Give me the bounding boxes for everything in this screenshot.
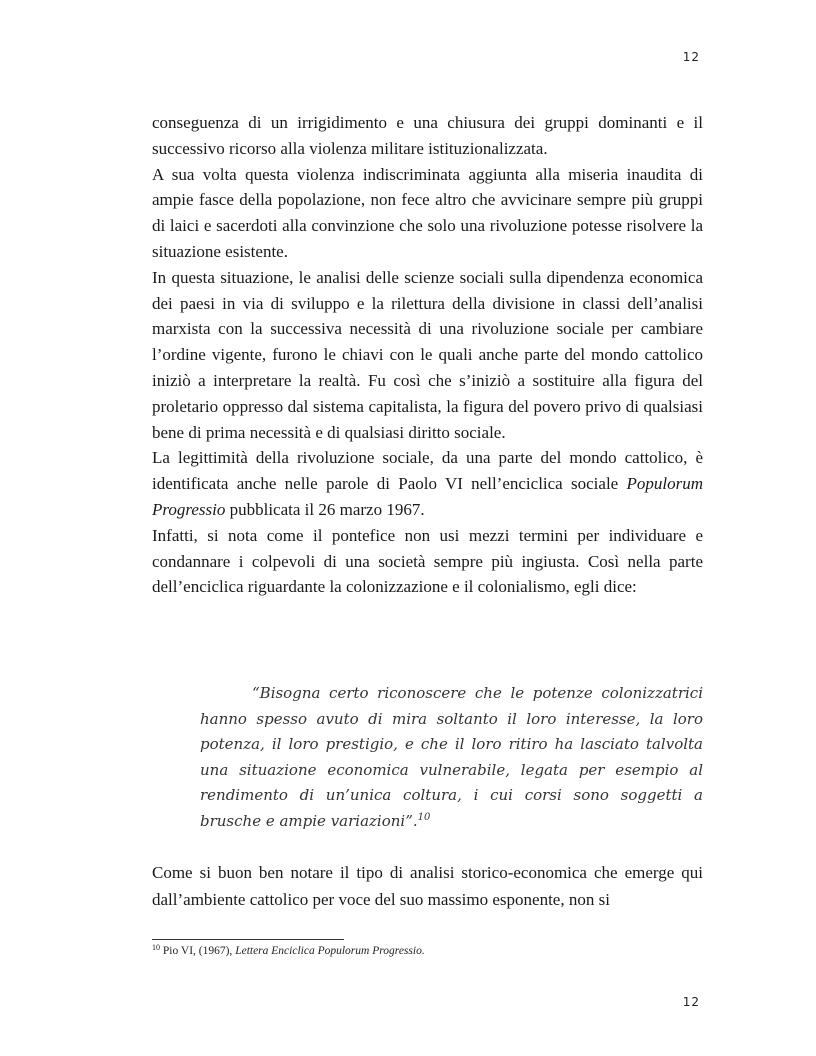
body-text	[152, 110, 703, 600]
footnote-ref: 10	[417, 811, 431, 823]
paragraph-4-start: La legittimità della rivoluzione sociale, da una parte del mondo cattolico, è identificata anche nelle parole di Paolo VI nell’enciclica sociale	[152, 448, 703, 494]
continuation-text	[152, 859, 703, 913]
paragraph-4-end: pubblicata il 26 marzo 1967.	[225, 499, 425, 519]
paragraph-5: Infatti, si nota come il pontefice non usi mezzi termini per individuare e condannare i colpevoli di una società sempre più ingiusta. Così nella parte dell’enciclica riguardante la colonizzazione e il colonialismo, egli dice:	[152, 525, 703, 597]
footnote-number: 10	[152, 943, 160, 952]
footer-page-number: 12	[682, 995, 700, 1009]
footnote-title: Lettera Enciclica Populorum Progressio.	[235, 945, 425, 957]
footnote	[152, 945, 425, 957]
block-quote	[200, 681, 703, 834]
paragraph-6: Come si buon ben notare il tipo di analisi storico-economica che emerge qui dall’ambiente cattolico per voce del suo massimo esponente, non si	[152, 863, 703, 909]
footnote-text: Pio VI, (1967),	[160, 945, 236, 957]
paragraph-3: In questa situazione, le analisi delle scienze sociali sulla dipendenza economica dei paesi in via di sviluppo e la rilettura della divisione in classi dell’analisi marxista con la successiva necessità di una rivoluzione sociale per cambiare l’ordine vigente, furono le chiavi con le quali anche parte del mondo cattolico iniziò a interpretare la realtà. Fu così che s’iniziò a sostituire alla figura del proletario oppresso dal sistema capitalista, la figura del povero privo di qualsiasi bene di prima necessità e di qualsiasi diritto sociale.	[152, 267, 703, 442]
quote-text: “Bisogna certo riconoscere che le potenze colonizzatrici hanno spesso avuto di mira soltanto il loro interesse, la loro potenza, il loro prestigio, e che il loro ritiro ha lasciato talvolta una situazione economica vulnerabile, legata per esempio al rendimento di un’unica coltura, i cui corsi sono soggetti a brusche e ampie variazioni”.	[200, 684, 703, 830]
paragraph-4	[152, 445, 703, 522]
paragraph-1: conseguenza di un irrigidimento e una chiusura dei gruppi dominanti e il successivo ricorso alla violenza militare istituzionalizzata.	[152, 113, 703, 158]
header-page-number: 12	[682, 50, 700, 64]
encyclical-title: Populorum Progressio	[152, 474, 703, 519]
paragraph-2: A sua volta questa violenza indiscriminata aggiunta alla miseria inaudita di ampie fasce della popolazione, non fece altro che avvicinare sempre più gruppi di laici e sacerdoti alla convinzione che solo una rivoluzione potesse risolvere la situazione esistente.	[152, 164, 703, 261]
footnote-divider	[152, 939, 344, 940]
